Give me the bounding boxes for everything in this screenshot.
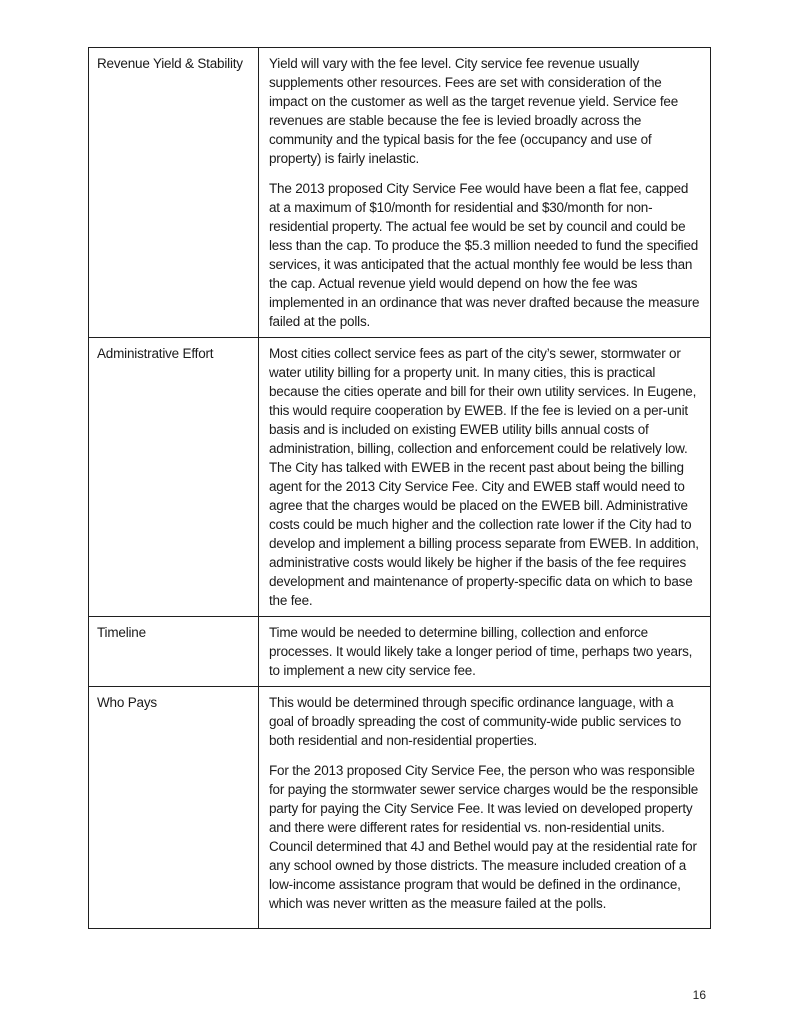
table-row-who-pays — [89, 686, 710, 928]
paragraph: Most cities collect service fees as part of the city’s sewer, stormwater or water utility billing for a property unit. In many cities, this is practical because the cities operate and bill for their own utility services. In Eugene, this would require cooperation by EWEB. If the fee is levied on a per-unit basis and is included on existing EWEB utility bills annual costs of administration, billing, collection and enforcement could be relatively low. The City has talked with EWEB in the recent past about being the billing agent for the 2013 City Service Fee. City and EWEB staff would need to agree that the charges would be placed on the EWEB bill. Administrative costs could be much higher and the collection rate lower if the City had to develop and implement a billing process separate from EWEB. In addition, administrative costs would likely be higher if the basis of the fee requires development and maintenance of property-specific data on which to base the fee. — [269, 346, 699, 608]
row-label-cell: Timeline — [89, 617, 259, 686]
row-content-cell — [259, 617, 710, 686]
row-content-cell — [259, 687, 710, 928]
paragraph: This would be determined through specific ordinance language, with a goal of broadly spreading the cost of community-wide public services to both residential and non-residential properties. — [269, 695, 682, 748]
table-row-administrative-effort — [89, 337, 710, 616]
row-content-cell — [259, 338, 710, 616]
table-row-timeline — [89, 616, 710, 686]
row-label-cell: Administrative Effort — [89, 338, 259, 616]
row-content-cell — [259, 48, 710, 337]
paragraph: Yield will vary with the fee level. City service fee revenue usually supplements other resources. Fees are set with consideration of the impact on the customer as well as the target revenue yield. Service fee revenues are stable because the fee is levied broadly across the community and the typical basis for the fee (occupancy and use of property) is fairly inelastic. — [269, 56, 679, 166]
page-number: 16 — [692, 988, 706, 1002]
document-table — [88, 47, 711, 929]
row-label-cell: Who Pays — [89, 687, 259, 928]
paragraph: The 2013 proposed City Service Fee would have been a flat fee, capped at a maximum of $10/month for residential and $30/month for non-residential property. The actual fee would be set by council and could be less than the cap. To produce the $5.3 million needed to fund the specified services, it was anticipated that the actual monthly fee would be less than the cap. Actual revenue yield would depend on how the fee was implemented in an ordinance that was never drafted because the measure failed at the polls. — [269, 181, 700, 329]
paragraph: For the 2013 proposed City Service Fee, the person who was responsible for paying the stormwater sewer service charges would be the responsible party for paying the City Service Fee. It was levied on developed property and there were different rates for residential vs. non-residential units. Council determined that 4J and Bethel would pay at the residential rate for any school owned by those districts. The measure included creation of a low-income assistance program that would be defined in the ordinance, which was never written as the measure failed at the polls. — [269, 763, 699, 911]
row-label-cell: Revenue Yield & Stability — [89, 48, 259, 337]
paragraph: Time would be needed to determine billing, collection and enforce processes. It would likely take a longer period of time, perhaps two years, to implement a new city service fee. — [269, 625, 693, 678]
table-row-revenue-yield-stability — [89, 48, 710, 337]
